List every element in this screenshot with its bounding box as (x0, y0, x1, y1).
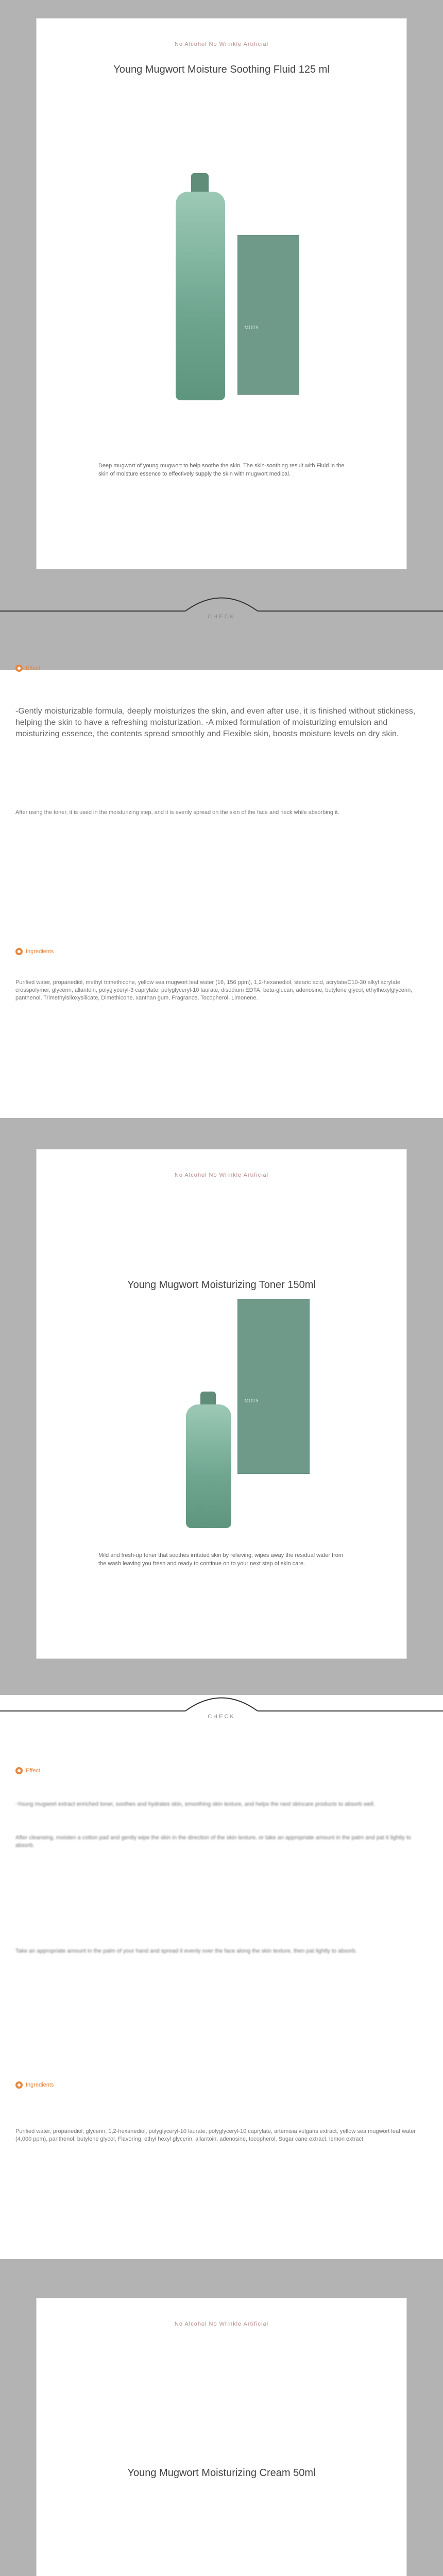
orange-dot-icon (15, 1767, 23, 1774)
product-title: Young Mugwort Moisturizing Cream 50ml (127, 2467, 316, 2479)
product-panel-1 (36, 18, 407, 569)
divider-line (258, 611, 443, 612)
orange-dot-icon (15, 948, 23, 955)
product-box (237, 1299, 310, 1474)
product-panel-3 (36, 2298, 407, 2576)
ingredients-text: Purified water, propanediol, glycerin, 1,2-hexanediol, polyglyceryl-10 laurate, polyglyceryl-10 caprylate, artemisia vulgaris extract, yellow sea mugwort leaf water (4,000 ppm), panthenol, butylene glycol, Flavoring, ethyl hexyl glycerin, allantoin, adenosine, tocopherol, Sugar cane extract, lemon extract. (15, 2128, 416, 2142)
divider-arc (185, 595, 258, 626)
section-label: Effect (26, 1768, 40, 1774)
divider-line (0, 611, 185, 612)
section-label: Effect (26, 665, 40, 671)
ingredients-text: Purified water, propanediol, methyl trimethicone, yellow sea mugwort leaf water (16, 156 ppm), 1,2-hexanediol, stearic acid, acrylate/C10-30 alkyl acrylate crosspolymer, glycerin, allantoin, polyglyceryl-3 caprylate, polyglyceryl-10 laurate, disodium EDTA, beta-glucan, adenosine, butylene glycol, ethylhexylglycerin, panthenol, Trimethylsiloxysilicate, Dimethicone, xanthan gum, Fragrance, Tocopherol, Limonene. (15, 979, 413, 1001)
usage-text-2: Take an appropriate amount in the palm of your hand and spread it evenly over the face along the skin texture, then pat lightly to absorb. (15, 1948, 357, 1954)
product-bottle (176, 192, 225, 400)
orange-dot-icon (15, 2081, 23, 2089)
product-top-label: No Alcohol No Wrinkle Artificial (174, 2321, 269, 2327)
product-title: Young Mugwort Moisture Soothing Fluid 125 ml (113, 64, 330, 75)
section-label: Ingredients (26, 948, 54, 955)
divider-arc (185, 1695, 258, 1726)
check-divider-2 (0, 1695, 443, 1726)
box-brand: MOTS (244, 1398, 259, 1404)
product-description: Deep mugwort of young mugwort to help soothe the skin. The skin-soothing result with Fluid in the skin of moisture essence to effectively supply the skin with mugwort medical. (98, 463, 345, 477)
check-label: CHECK (208, 1714, 235, 1720)
divider-line (258, 1710, 443, 1711)
product-panel-2 (36, 1149, 407, 1659)
usage-text: After cleansing, moisten a cotton pad and gently wipe the skin in the direction of the skin texture, or take an appropriate amount in the palm and pat it lightly to absorb. (15, 1835, 412, 1849)
check-divider-1 (0, 595, 443, 626)
bottle-cap (191, 173, 209, 194)
product-description: Mild and fresh-up toner that soothes irritated skin by relieving, wipes away the residual water from the wash leaving you fresh and ready to continue on to your next step of skin care. (98, 1552, 344, 1567)
product-top-label: No Alcohol No Wrinkle Artificial (174, 1172, 269, 1178)
check-label: CHECK (208, 614, 235, 620)
section-text: -Gently moisturizable formula, deeply moisturizes the skin, and even after use, it is finished without stickiness, helping the skin to have a refreshing moisturization. -A mixed formulation of moisturizing emulsion and moisturizing essence, the contents spread smoothly and Flexible skin, boosts moisture levels on dry skin. (15, 707, 416, 738)
section-label: Ingredients (26, 2082, 54, 2088)
product-bottle (186, 1404, 231, 1528)
box-brand: MOTS (244, 325, 259, 331)
orange-dot-icon (15, 665, 23, 672)
product-title: Young Mugwort Moisturizing Toner 150ml (127, 1279, 316, 1291)
section-text: -Young mugwort extract enriched toner, soothes and hydrates skin, smoothing skin texture, and helps the next skincare products to absorb well. (15, 1801, 375, 1807)
product-top-label: No Alcohol No Wrinkle Artificial (174, 41, 269, 47)
usage-text: After using the toner, it is used in the moisturizing step, and it is evenly spread on the skin of the face and neck while absorbing it. (15, 809, 339, 816)
divider-line (0, 1710, 185, 1711)
product-box (237, 235, 299, 395)
